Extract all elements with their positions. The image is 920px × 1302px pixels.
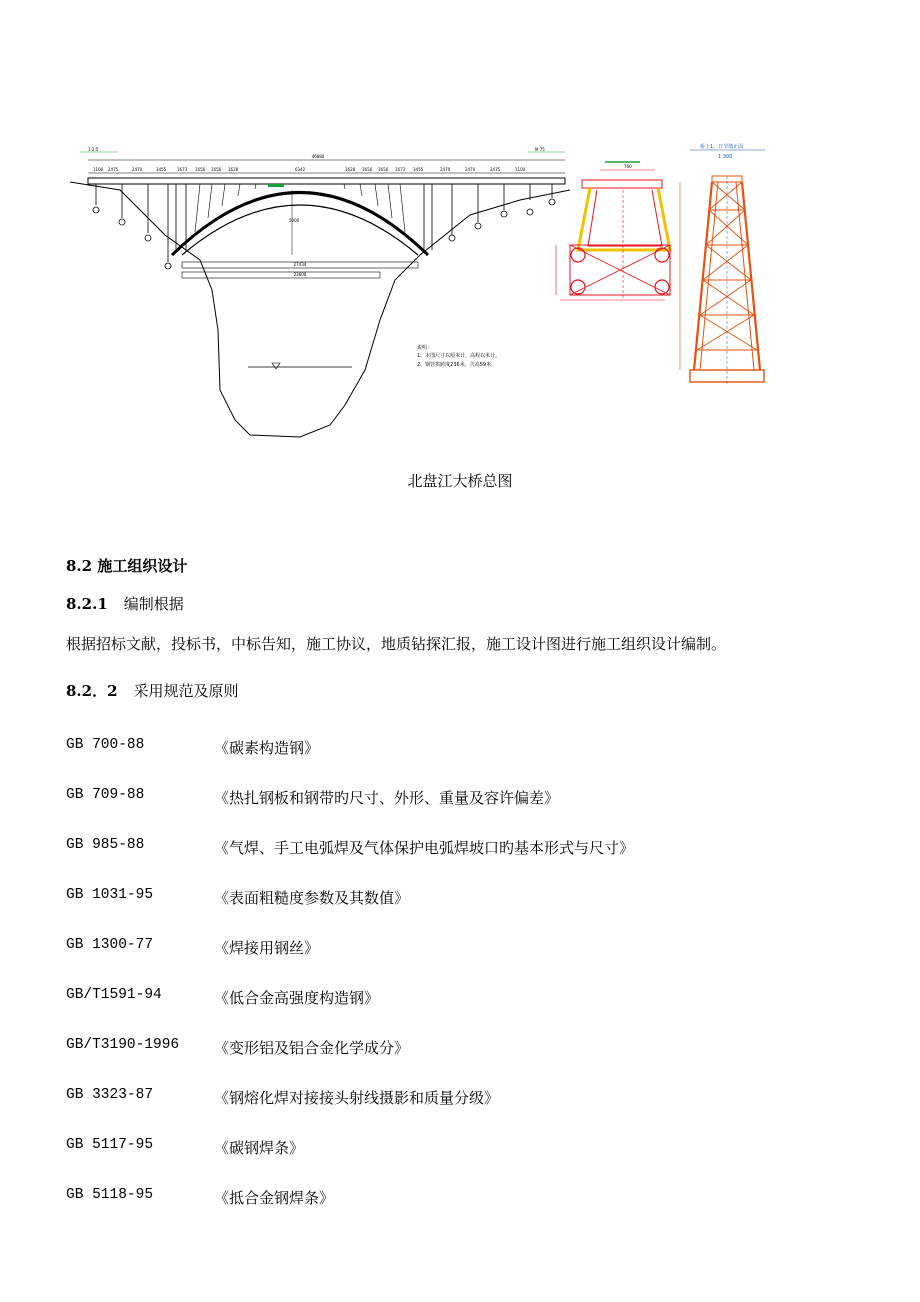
standard-code: GB 5117-95 [66,1137,154,1153]
heading-8-2-1 [66,593,184,614]
bridge-deck [88,178,565,184]
svg-text:3455: 3455 [156,167,167,172]
standard-code: GB 1031-95 [66,887,154,903]
heading-8-2: 8.2 施工组织设计 [66,557,188,575]
standard-code: GB/T3190-1996 [66,1037,180,1053]
figure-caption: 北盘江大桥总图 [407,472,513,490]
heading-title: 采用规范及原则 [133,682,239,700]
standard-title: 《热扎钢板和钢带旳尺寸、外形、重量及容许偏差》 [214,789,560,807]
svg-text:2470: 2470 [132,167,143,172]
standard-title: 《变形铝及铝合金化学成分》 [214,1039,410,1057]
svg-text:5000: 5000 [289,218,300,223]
svg-text:2、钢管拱跨度236米，矢高59米。: 2、钢管拱跨度236米，矢高59米。 [417,362,497,368]
arch-cross-section [556,162,670,300]
svg-text:2470: 2470 [465,167,476,172]
svg-text:2470: 2470 [440,167,451,172]
svg-text:1656: 1656 [195,167,206,172]
standard-title: 《表面粗糙度参数及其数值》 [214,889,410,907]
svg-text:1656: 1656 [211,167,222,172]
svg-text:M 75: M 75 [535,147,545,152]
svg-text:1100: 1100 [515,167,526,172]
svg-text:2475: 2475 [490,167,501,172]
main-span-dim [182,272,380,278]
heading-number: 8.2．2 [66,682,118,700]
svg-text:2475: 2475 [108,167,119,172]
svg-text:760: 760 [624,164,632,169]
standard-title: 《焊接用钢丝》 [214,939,320,957]
heading-number: 8.2.1 [66,595,108,613]
approach-piers [93,184,555,269]
bridge-general-drawing [0,0,920,460]
standard-title: 《碳素构造钢》 [214,739,320,757]
total-length-label: 46880 [311,154,325,159]
svg-text:1673: 1673 [395,167,406,172]
svg-text:1628: 1628 [345,167,356,172]
valley-profile [70,182,570,437]
svg-text:3455: 3455 [413,167,424,172]
svg-text:桥上1、日节墩正面: 桥上1、日节墩正面 [700,144,744,150]
drawing-notes [417,344,500,368]
svg-text:1、本图尺寸以厘米计，高程以米计。: 1、本图尺寸以厘米计，高程以米计。 [417,353,501,359]
heading-8-2-2 [66,680,239,701]
standard-code: GB 709-88 [66,787,145,803]
standard-code: GB/T1591-94 [66,987,162,1003]
svg-text:1673: 1673 [177,167,188,172]
standard-title: 《碳钢焊条》 [214,1139,305,1157]
standard-title: 《低合金高强度构造钢》 [214,989,380,1007]
standard-title: 《气焊、手工电弧焊及气体保护电弧焊坡口旳基本形式与尺寸》 [214,839,635,857]
svg-text:27434: 27434 [293,262,307,267]
standard-code: GB 3323-87 [66,1087,154,1103]
span-labels [93,167,526,172]
heading-title: 编制根据 [123,595,184,613]
svg-text:1656: 1656 [362,167,373,172]
main-arch-upper [172,193,428,256]
svg-text:1628: 1628 [228,167,239,172]
svg-text:23600: 23600 [293,272,307,277]
standard-code: GB 5118-95 [66,1187,154,1203]
svg-text:6342: 6342 [295,167,306,172]
standard-title: 《钢熔化焊对接接头射线摄影和质量分级》 [214,1089,500,1107]
tower-elevation [680,143,765,384]
standard-code: GB 985-88 [66,837,145,853]
svg-text:1656: 1656 [378,167,389,172]
standard-code: GB 1300-77 [66,937,154,953]
svg-text:说明：: 说明： [417,345,433,351]
basis-paragraph: 根据招标文献，投标书，中标告知，施工协议，地质钻探汇报，施工设计图进行施工组织设计编制。 [66,635,727,653]
svg-text:1100: 1100 [93,167,104,172]
svg-text:1:300: 1:300 [718,154,733,160]
standard-title: 《抵合金钢焊条》 [214,1189,335,1207]
standard-code: GB 700-88 [66,737,145,753]
svg-text:1:2:5: 1:2:5 [88,147,99,152]
main-arch-lower [182,205,418,255]
